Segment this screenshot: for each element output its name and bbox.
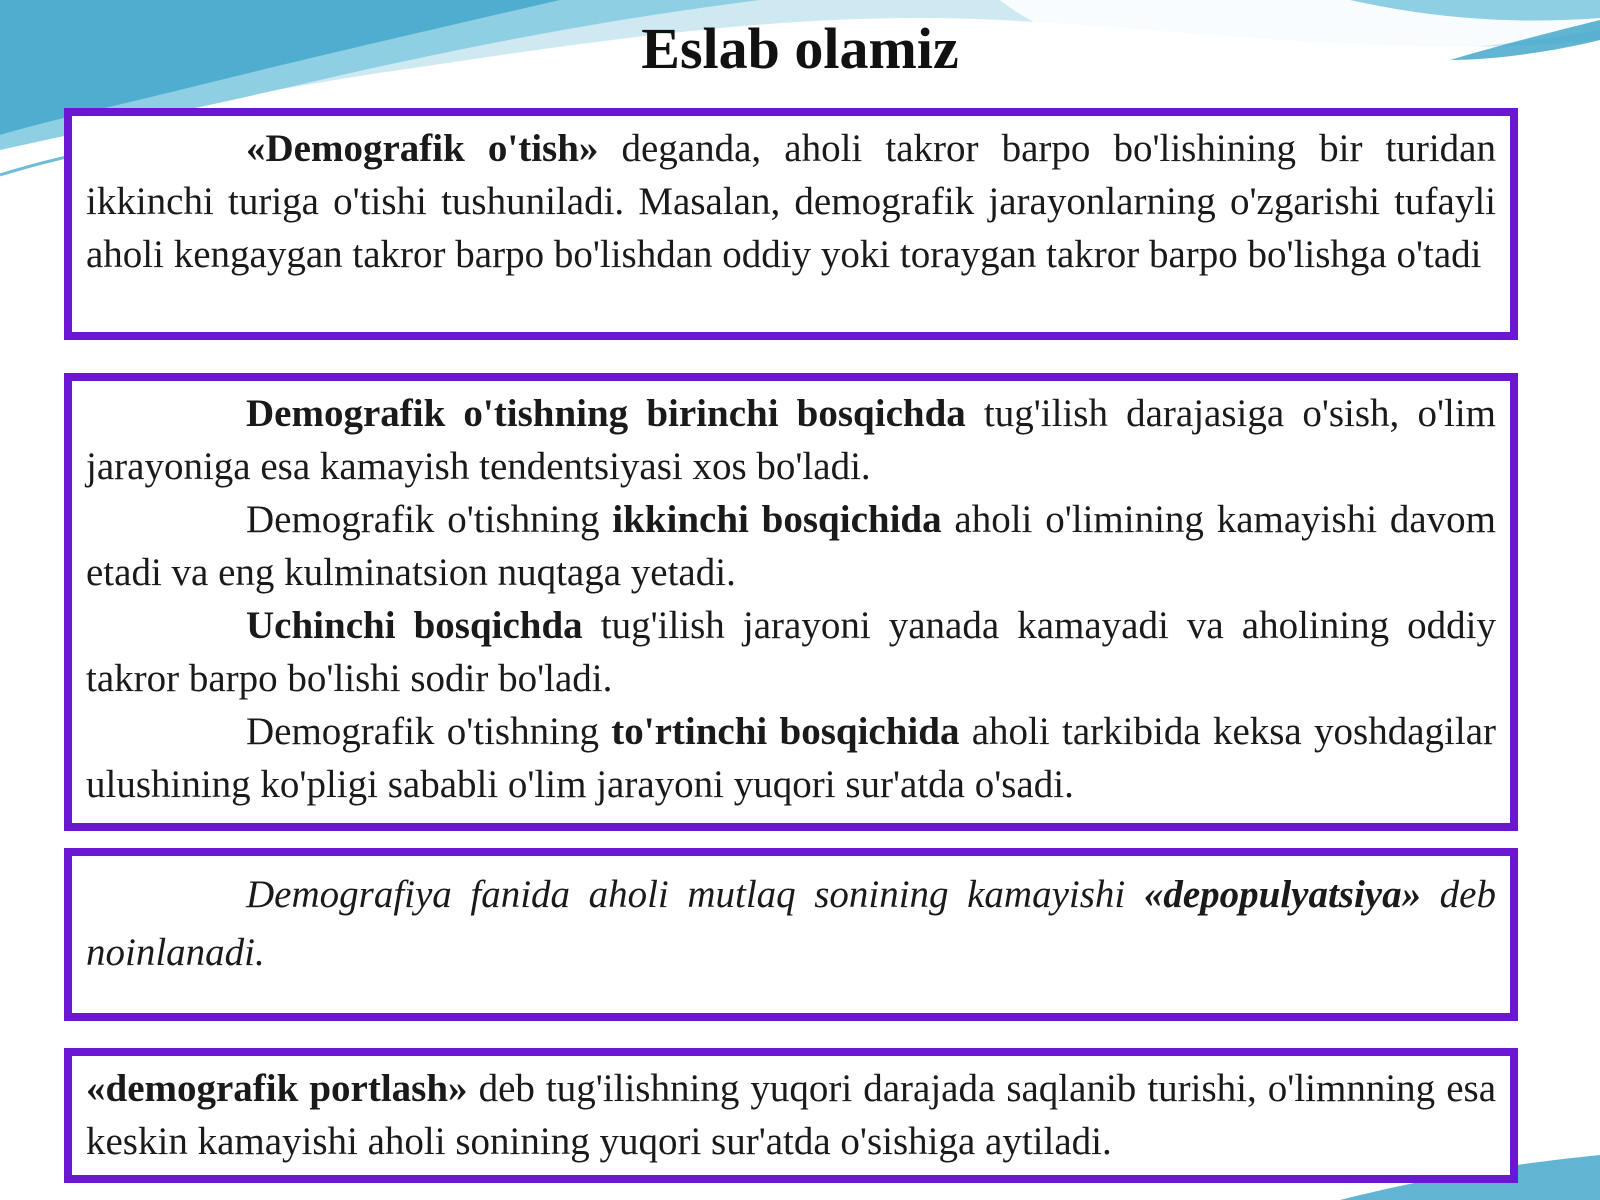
stage-3-text: tug'ilish jarayoni yanada kamayadi va aholining oddiy takror barpo bo'lishi sodir bo'ladi. bbox=[86, 604, 1496, 700]
term-bold: «depopulyatsiya» bbox=[1143, 873, 1422, 916]
stage-3-term: Uchinchi bosqichda bbox=[246, 604, 583, 647]
term-bold: «demografik portlash» bbox=[86, 1067, 468, 1110]
paragraph bbox=[86, 122, 1496, 281]
stage-2-pre: Demografik o'tishning bbox=[246, 498, 613, 541]
stages-box bbox=[64, 373, 1518, 831]
stage-2-term: ikkinchi bosqichida bbox=[612, 498, 942, 541]
paragraph bbox=[86, 1062, 1496, 1168]
stage-4-term: to'rtinchi bosqichida bbox=[611, 710, 960, 753]
stage-4-text: aholi tarkibida keksa yoshdagilar ulushining ko'pligi sababli o'lim jarayoni yuqori sur'atda o'sadi. bbox=[86, 710, 1496, 806]
stage-4-paragraph bbox=[86, 705, 1496, 811]
definition-box-depopulation bbox=[64, 848, 1518, 1021]
stage-4-pre: Demografik o'tishning bbox=[246, 710, 612, 753]
page-title: Eslab olamiz bbox=[641, 16, 959, 81]
definition-box-demographic-explosion bbox=[64, 1048, 1518, 1183]
stage-2-paragraph bbox=[86, 493, 1496, 599]
text-pre: Demografiya fanida aholi mutlaq sonining kamayishi bbox=[246, 873, 1144, 916]
stage-1-text: tug'ilish darajasiga o'sish, o'lim jarayoniga esa kamayish tendentsiyasi xos bo'ladi. bbox=[86, 392, 1496, 488]
text: deganda, aholi takror barpo bo'lishining bir turidan ikkinchi turiga o'tishi tushuniladi. Masalan, demografik jarayonlarning o'zgarishi tufayli aholi kengaygan takror barpo bo'lishdan oddiy yoki toraygan takror barpo bo'lishga o'tadi bbox=[86, 127, 1496, 276]
paragraph bbox=[86, 866, 1496, 982]
stage-1-term: Demografik o'tishning birinchi bosqichda bbox=[246, 392, 966, 435]
text: deb tug'ilishning yuqori darajada saqlanib turishi, o'limnning esa keskin kamayishi aholi sonining yuqori sur'atda o'sishiga aytiladi. bbox=[86, 1067, 1496, 1163]
text: deb noinlanadi. bbox=[86, 873, 1496, 974]
stage-2-text: aholi o'limining kamayishi davom etadi va eng kulminatsion nuqtaga yetadi. bbox=[86, 498, 1496, 594]
term-bold: «Demografik o'tish» bbox=[246, 127, 599, 170]
definition-box-demographic-transition bbox=[64, 108, 1518, 340]
stage-3-paragraph bbox=[86, 599, 1496, 705]
stage-1-paragraph bbox=[86, 387, 1496, 493]
